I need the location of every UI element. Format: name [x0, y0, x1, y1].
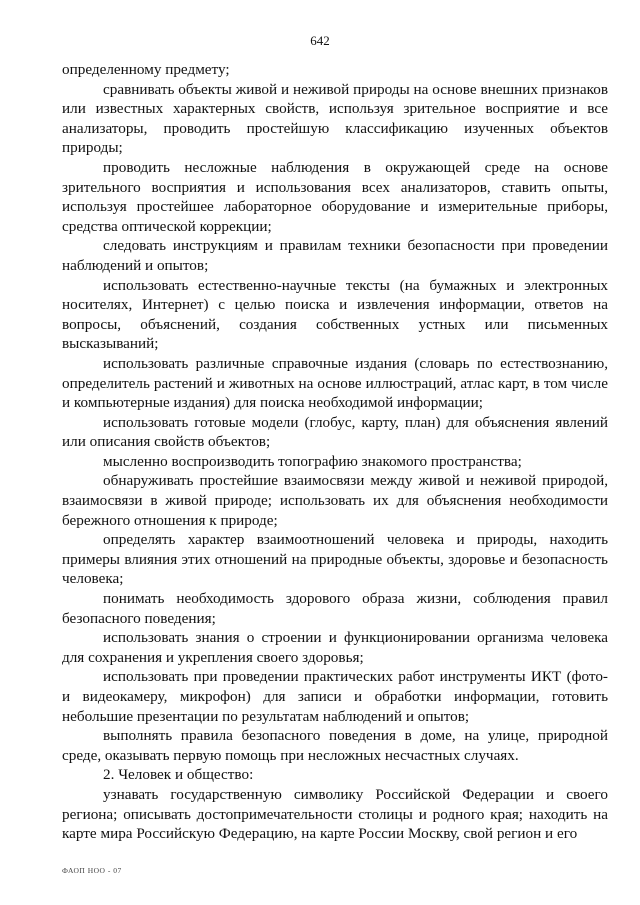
paragraph: узнавать государственную символику Российской Федерации и своего региона; описывать достопримечательности столицы и родного края; находить на карте мира Российскую Федерацию, на карте России Москву, свой регион и его: [62, 785, 608, 843]
page-number: 642: [310, 33, 330, 48]
body-text: [62, 60, 608, 844]
paragraph: следовать инструкциям и правилам техники безопасности при проведении наблюдений и опытов;: [62, 237, 608, 274]
paragraph: использовать естественно-научные тексты (на бумажных и электронных носителях, Интернет) с целью поиска и извлечения информации, ответов на вопросы, объяснений, создания собственных устных или письменных высказываний;: [62, 276, 608, 353]
section-heading: 2. Человек и общество:: [103, 766, 254, 784]
paragraph: выполнять правила безопасного поведения в доме, на улице, природной среде, оказывать первую помощь при несложных несчастных случаях.: [62, 727, 608, 764]
paragraph: понимать необходимость здорового образа жизни, соблюдения правил безопасного поведения;: [62, 590, 608, 627]
paragraph: использовать при проведении практических работ инструменты ИКТ (фото- и видеокамеру, микрофон) для записи и обработки информации, готовить небольшие презентации по результатам наблюдений и опытов;: [62, 668, 608, 725]
paragraph: использовать знания о строении и функционировании организма человека для сохранения и укрепления своего здоровья;: [62, 629, 608, 666]
paragraph: обнаруживать простейшие взаимосвязи между живой и неживой природой, взаимосвязи в живой природе; использовать их для объяснения необходимости бережного отношения к природе;: [62, 472, 608, 529]
paragraph: использовать различные справочные издания (словарь по естествознанию, определитель растений и животных на основе иллюстраций, атлас карт, в том числе и компьютерные издания) для поиска необходимой информации;: [62, 354, 608, 412]
paragraph: использовать готовые модели (глобус, карту, план) для объяснения явлений или описания свойств объектов;: [62, 413, 608, 451]
paragraph: проводить несложные наблюдения в окружающей среде на основе зрительного восприятия и использования всех анализаторов, ставить опыты, используя простейшее лабораторное оборудование и измерительные приборы, средства оптической коррекции;: [62, 158, 608, 235]
paragraph: сравнивать объекты живой и неживой природы на основе внешних признаков или известных характерных свойств, используя зрительное восприятие и все анализаторы, проводить простейшую классификацию изученных объектов природы;: [62, 80, 608, 157]
paragraph: определенному предмету;: [62, 61, 230, 78]
paragraph: мысленно воспроизводить топографию знакомого пространства;: [103, 452, 522, 470]
paragraph: определять характер взаимоотношений человека и природы, находить примеры влияния этих отношений на природные объекты, здоровье и безопасность человека;: [62, 531, 608, 588]
footer-code: ФАОП НОО - 07: [62, 866, 122, 875]
